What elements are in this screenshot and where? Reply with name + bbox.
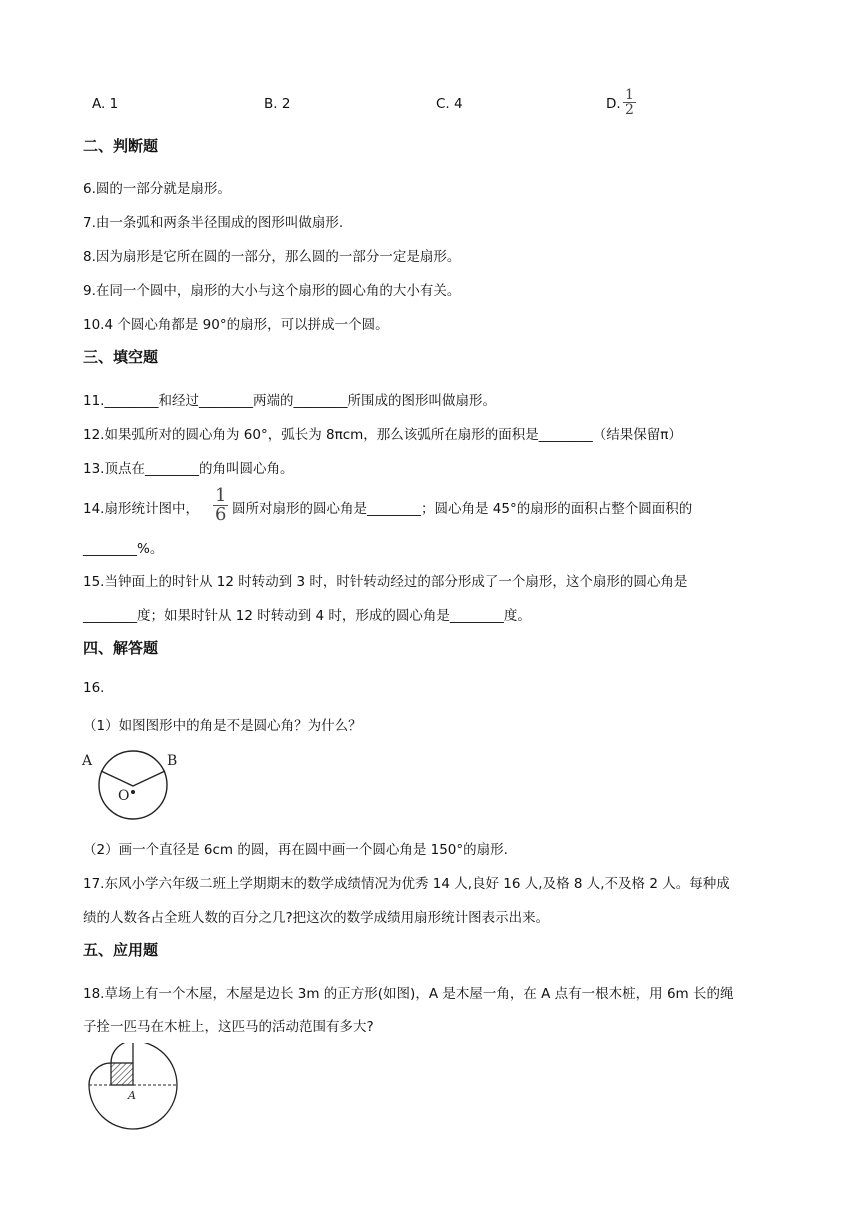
question-11: 11.________和经过________两端的________所围成的图形叫做扇形。 — [83, 393, 496, 409]
figure-circle — [99, 751, 167, 819]
question-10: 10.4 个圆心角都是 90°的扇形，可以拼成一个圆。 — [83, 317, 389, 333]
question-16-part1: （1）如图图形中的角是不是圆心角？为什么？ — [83, 718, 362, 734]
cabin-square — [111, 1063, 133, 1085]
fraction-denominator: 2 — [625, 102, 634, 118]
figure-angle-lines — [101, 771, 165, 786]
question-18-line1: 18.草场上有一个木屋，木屋是边长 3m 的正方形(如图)，A 是木屋一角，在 A 点有一根木桩，用 6m 长的绳 — [83, 986, 734, 1002]
question-13: 13.顶点在________的角叫圆心角。 — [83, 461, 294, 477]
question-6: 6.圆的一部分就是扇形。 — [83, 181, 231, 197]
small-arc-left — [89, 1063, 111, 1085]
section-fill-heading: 三、填空题 — [83, 348, 159, 366]
question-16-part2: （2）画一个直径是 6cm 的圆，再在圆中画一个圆心角是 150°的扇形. — [83, 842, 508, 858]
question-14-prefix: 14.扇形统计图中， — [83, 501, 199, 517]
fraction-denominator: 6 — [215, 504, 227, 525]
question-8: 8.因为扇形是它所在圆的一部分，那么圆的一部分一定是扇形。 — [83, 249, 461, 265]
cabin-horse-figure — [84, 1043, 190, 1133]
question-18-line2: 子拴一匹马在木桩上，这匹马的活动范围有多大? — [83, 1019, 374, 1035]
question-16: 16. — [83, 680, 105, 696]
option-d-label: D. — [606, 96, 621, 112]
question-15-line2: ________度；如果时针从 12 时转动到 4 时，形成的圆心角是________度。 — [83, 608, 531, 624]
option-d-fraction — [623, 88, 636, 117]
figure-label-a: A — [128, 1089, 136, 1102]
section-answer-heading: 四、解答题 — [83, 639, 159, 657]
fraction-numerator: 1 — [625, 87, 634, 103]
small-arc-top — [111, 1043, 133, 1063]
question-7: 7.由一条弧和两条半径围成的图形叫做扇形. — [83, 215, 344, 231]
question-15-line1: 15.当钟面上的时针从 12 时转动到 3 时，时针转动经过的部分形成了一个扇形，这个扇形的圆心角是 — [83, 574, 688, 590]
option-b: B. 2 — [264, 96, 291, 112]
figure-center-dot — [131, 790, 135, 794]
question-14-line2: ________%。 — [83, 541, 164, 557]
question-14-fraction — [213, 487, 228, 524]
question-17-line1: 17.东风小学六年级二班上学期期末的数学成绩情况为优秀 14 人,良好 16 人,及格 8 人,不及格 2 人。每种成 — [83, 876, 730, 892]
horse-range-outline — [89, 1043, 177, 1129]
question-12: 12.如果弧所对的圆心角为 60°，弧长为 8πcm，那么该弧所在扇形的面积是________（结果保留π） — [83, 427, 682, 443]
option-d — [606, 96, 621, 112]
fraction-numerator: 1 — [215, 485, 227, 506]
question-17-line2: 绩的人数各占全班人数的百分之几?把这次的数学成绩用扇形统计图表示出来。 — [83, 910, 550, 926]
section-apply-heading: 五、应用题 — [83, 941, 159, 959]
central-angle-figure — [78, 748, 188, 822]
figure-label-o: O — [118, 788, 130, 804]
option-c: C. 4 — [436, 96, 463, 112]
question-9: 9.在同一个圆中，扇形的大小与这个扇形的圆心角的大小有关。 — [83, 283, 461, 299]
section-judge-heading: 二、判断题 — [83, 137, 159, 155]
figure-label-b: B — [167, 753, 178, 769]
option-a: A. 1 — [92, 96, 119, 112]
figure-label-a: A — [82, 753, 93, 769]
question-14-suffix: 圆所对扇形的圆心角是________；圆心角是 45°的扇形的面积占整个圆面积的 — [232, 501, 693, 517]
